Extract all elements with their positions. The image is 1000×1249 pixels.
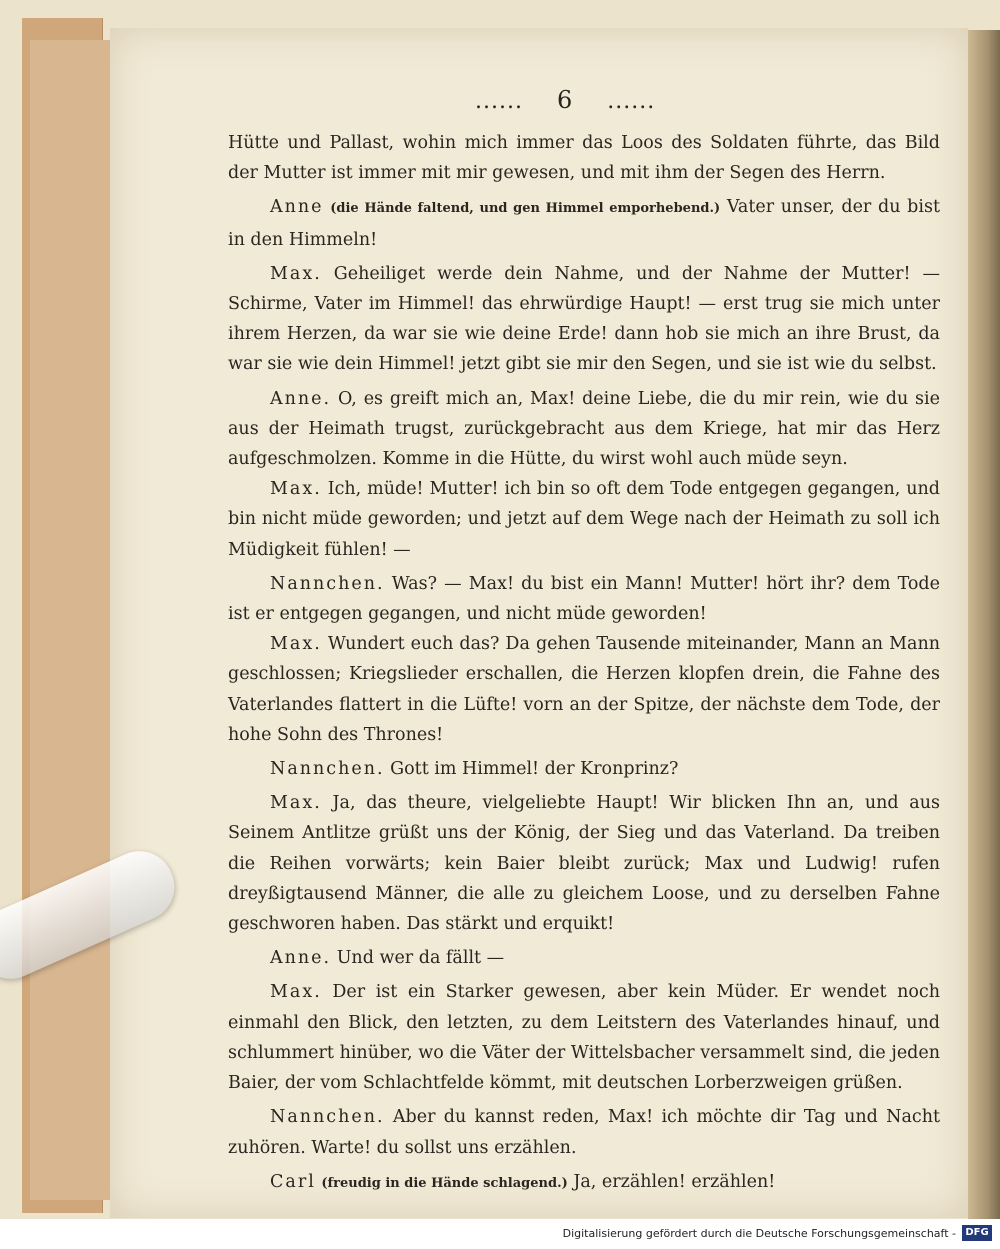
paragraph-3 [228, 259, 940, 380]
speaker-name: Carl [270, 1171, 316, 1192]
paragraph-8 [228, 754, 940, 784]
paragraph-6 [228, 569, 940, 629]
stage-direction: (freudig in die Hände schlagend.) [321, 1175, 568, 1191]
paragraph-text: Geheiliget werde dein Nahme, und der Nahme der Mutter! — Schirme, Vater im Himmel! das ehrwürdige Haupt! — erst trug sie mich unter ihrem Herzen, da war sie wie deine Erde! dann hob sie mich an ihre Brust, da war sie wie dein Himmel! jetzt gibt sie mir den Segen, und sie ist wie du selbst. [228, 263, 940, 375]
book-cover-inner [30, 40, 110, 1200]
paragraph-text: Ja, das theure, vielgeliebte Haupt! Wir blicken Ihn an, und aus Seinem Antlitze grüßt uns der König, der Sieg und das Vaterland. Da treiben die Reihen vorwärts; kein Baier bleibt zurück; Max und Ludwig! rufen dreyßigtausend Männer, die alle zu gleichem Loose, und zu derselben Fahne geschworen haben. Das stärkt und erquikt! [228, 793, 940, 935]
speaker-name: Anne. [270, 948, 332, 969]
speaker-name: Max. [270, 634, 322, 655]
paragraph-text: Hütte und Pallast, wohin mich immer das Loos des Soldaten führte, das Bild der Mutter ist immer mit mir gewesen, und mit ihm der Segen des Herrn. [228, 133, 940, 184]
speaker-name: Max. [270, 479, 322, 500]
page-edge-right [968, 30, 1000, 1220]
speaker-name: Max. [270, 263, 322, 284]
digitization-credit: Digitalisierung gefördert durch die Deutsche Forschungsgemeinschaft - [562, 1227, 956, 1240]
header-dots-left: ...... [475, 89, 523, 114]
speaker-name: Nannchen. [270, 573, 385, 594]
speaker-name: Nannchen. [270, 759, 385, 780]
paragraph-2 [228, 192, 940, 254]
speaker-name: Max. [270, 982, 322, 1003]
dfg-logo: DFG [962, 1225, 992, 1241]
paragraph-text: Gott im Himmel! der Kronprinz? [390, 759, 679, 780]
speaker-name: Anne [270, 197, 324, 218]
speaker-name: Anne. [270, 388, 332, 409]
paragraph-text: Was? — Max! du bist ein Mann! Mutter! hört ihr? dem Tode ist er entgegen gegangen, und nicht müde geworden! [228, 573, 940, 625]
paragraph-text: Der ist ein Starker gewesen, aber kein Müder. Er wendet noch einmahl den Blick, den letzten, zu dem Leitstern des Vaterlandes hinauf, und schlummert hinüber, wo die Väter der Wittelsbacher versammelt sind, die jeden Baier, der vom Schlachtfelde kömmt, mit deutschen Lorberzweigen grüßen. [228, 982, 940, 1094]
paragraph-9 [228, 788, 940, 939]
paragraph-5 [228, 474, 940, 565]
paragraph-text: Und wer da fällt — [336, 948, 505, 969]
page-number: 6 [556, 86, 574, 114]
paragraph-7 [228, 629, 940, 750]
page-body [228, 128, 940, 1199]
paragraph-text: Ich, müde! Mutter! ich bin so oft dem Tode entgegen gegangen, und bin nicht müde geworden; und jetzt auf dem Wege nach der Heimath zu soll ich Müdigkeit fühlen! — [228, 479, 940, 560]
header-dots-right: ...... [607, 89, 656, 114]
paragraph-12 [228, 1102, 940, 1162]
paragraph-text: O, es greift mich an, Max! deine Liebe, die du mir rein, wie du sie aus der Heimath trugst, zurückgebracht aus dem Kriege, hat mir das Herz aufgeschmolzen. Komme in die Hütte, du wirst wohl auch müde seyn. [228, 388, 940, 470]
speaker-name: Nannchen. [270, 1107, 385, 1128]
speaker-name: Max. [270, 793, 322, 814]
paragraph-text: Aber du kannst reden, Max! ich möchte dir Tag und Nacht zuhören. Warte! du sollst uns erzählen. [228, 1107, 940, 1158]
paragraph-1 [228, 128, 940, 188]
paragraph-4 [228, 384, 940, 475]
paragraph-13 [228, 1167, 940, 1199]
paragraph-10 [228, 943, 940, 973]
stage-direction: (die Hände faltend, und gen Himmel emporhebend.) [330, 201, 721, 217]
paragraph-text: Vater unser, der du bist in den Himmeln! [228, 197, 940, 250]
page-header [475, 86, 675, 114]
paragraph-11 [228, 977, 940, 1098]
paragraph-text: Wundert euch das? Da gehen Tausende miteinander, Mann an Mann geschlossen; Kriegslieder erschallen, die Herzen klopfen drein, die Fahne des Vaterlandes flattert in die Lüfte! vorn an der Spitze, der nächste dem Tode, der hohe Sohn des Thrones! [228, 634, 940, 745]
paragraph-text: Ja, erzählen! erzählen! [573, 1171, 776, 1192]
